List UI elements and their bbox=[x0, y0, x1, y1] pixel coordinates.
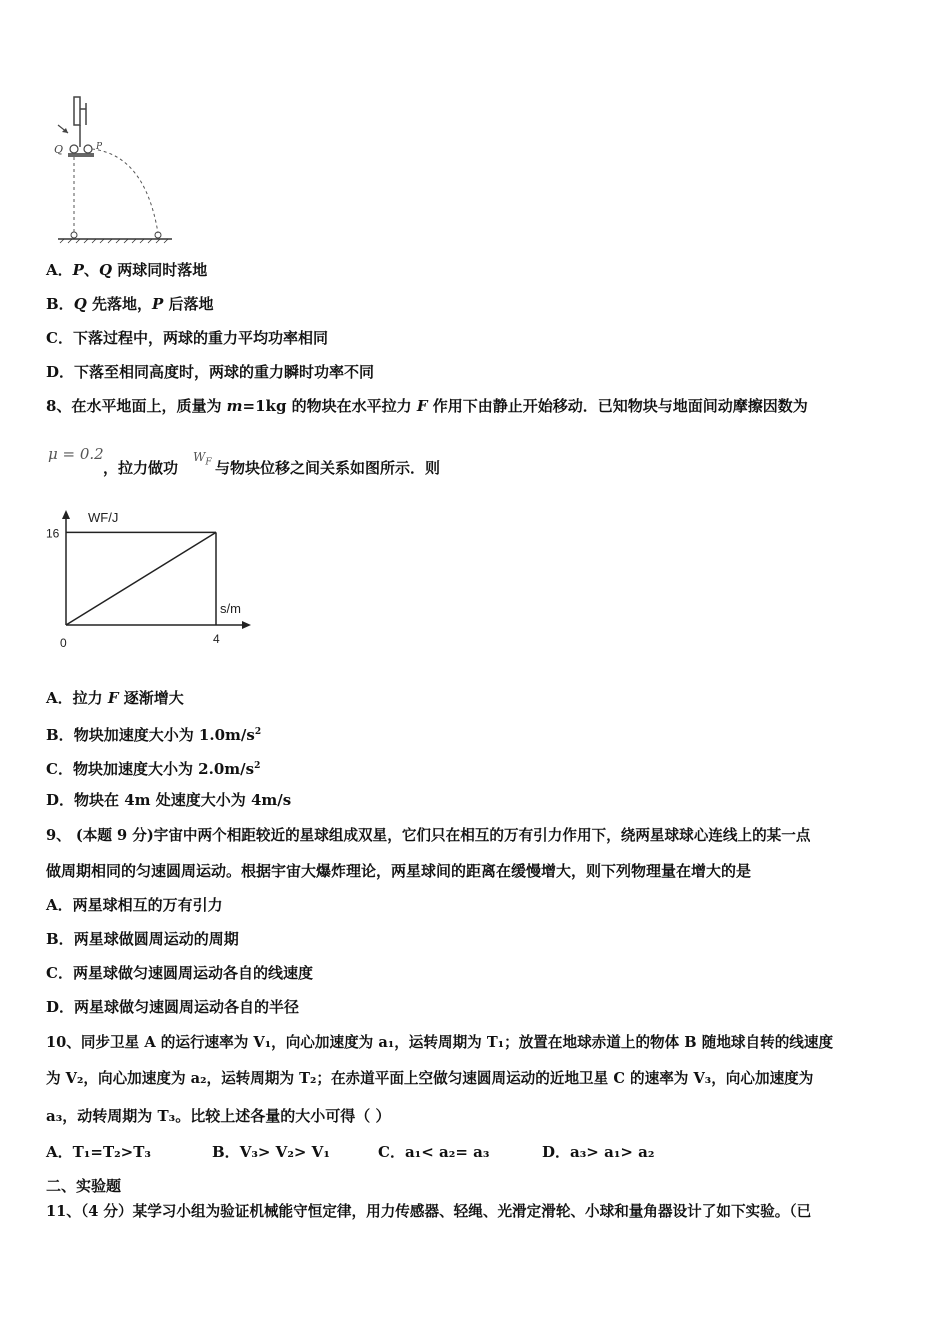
hammer-handle bbox=[74, 97, 80, 125]
wf-vs-s-chart bbox=[40, 505, 260, 655]
x-axis-label: s/m bbox=[220, 601, 241, 616]
q7-option-b: B．Q 先落地，P 后落地 bbox=[46, 295, 214, 313]
q8-stem-line2a: ，拉力做功 bbox=[103, 459, 179, 477]
q10-stem-line1: 10、同步卫星 A 的运行速率为 V₁，向心加速度为 a₁，运转周期为 T₁；放置在地球赤道上的物体 B 随地球自转的线速度 bbox=[46, 1034, 834, 1051]
y-axis-arrow bbox=[62, 510, 70, 519]
q10-stem-line2: 为 V₂，向心加速度为 a₂，运转周期为 T₂；在赤道平面上空做匀速圆周运动的近地卫星 C 的速率为 V₃，向心加速度为 bbox=[46, 1070, 814, 1087]
q10-choice-c: C．a₁< a₂= a₃ bbox=[378, 1143, 490, 1161]
label-q: Q bbox=[54, 143, 64, 156]
q9-option-c: C．两星球做匀速圆周运动各自的线速度 bbox=[46, 964, 313, 982]
q7-option-d: D．下落至相同高度时，两球的重力瞬时功率不同 bbox=[46, 363, 375, 381]
section-title: 二、实验题 bbox=[46, 1177, 122, 1195]
projectile-path bbox=[92, 149, 158, 233]
q8-option-a: A．拉力 F 逐渐增大 bbox=[46, 689, 184, 707]
x-tick-0: 0 bbox=[60, 636, 67, 650]
q10-stem-line3: a₃，动转周期为 T₃。比较上述各量的大小可得（ ） bbox=[46, 1107, 391, 1125]
q10-choice-a: A．T₁=T₂>T₃ bbox=[46, 1143, 151, 1161]
q9-option-b: B．两星球做圆周运动的周期 bbox=[46, 930, 239, 948]
q7-option-a: A．P、Q 两球同时落地 bbox=[46, 261, 208, 279]
ball-p bbox=[84, 145, 92, 153]
x-axis-arrow bbox=[242, 621, 251, 629]
y-tick-16: 16 bbox=[46, 526, 60, 541]
platform bbox=[68, 153, 94, 157]
q10-choice-b: B．V₃> V₂> V₁ bbox=[212, 1143, 330, 1161]
q8-stem-line1: 8、在水平地面上，质量为 m=1kg 的物块在水平拉力 F 作用下由静止开始移动．已知物块与地面间动摩擦因数为 bbox=[46, 397, 808, 415]
series-line bbox=[66, 532, 216, 625]
y-axis-label: WF/J bbox=[88, 510, 119, 525]
q10-choice-d: D．a₃> a₁> a₂ bbox=[542, 1143, 655, 1161]
x-tick-4: 4 bbox=[213, 632, 220, 646]
label-p: P bbox=[96, 142, 103, 152]
q9-option-a: A．两星球相互的万有引力 bbox=[46, 896, 223, 914]
q7-option-c: C．下落过程中，两球的重力平均功率相同 bbox=[46, 329, 328, 347]
q9-stem-line2: 做周期相同的匀速圆周运动。根据宇宙大爆炸理论，两星球间的距离在缓慢增大，则下列物理量在增大的是 bbox=[46, 862, 752, 880]
q9-stem-line1: 9、 (本题 9 分)宇宙中两个相距较近的星球组成双星，它们只在相互的万有引力作用下，绕两星球球心连线上的某一点 bbox=[46, 827, 811, 844]
falling-balls-figure bbox=[50, 95, 180, 245]
q11-stem-line1: 11、（4 分）某学习小组为验证机械能守恒定律，用力传感器、轻绳、光滑定滑轮、小球和量角器设计了如下实验。（已 bbox=[46, 1203, 812, 1220]
q8-option-b: B．物块加速度大小为 $1.0m/s^2$ bbox=[46, 726, 262, 744]
ball-q bbox=[70, 145, 78, 153]
q9-option-d: D．两星球做匀速圆周运动各自的半径 bbox=[46, 998, 300, 1016]
q8-stem-line2b: 与物块位移之间关系如图所示．则 bbox=[215, 459, 441, 477]
q8-option-c: C．物块加速度大小为 $2.0m/s^2$ bbox=[46, 760, 261, 778]
mu-formula: μ = 0.2 bbox=[48, 445, 104, 463]
wf-symbol: $W_F$ bbox=[193, 450, 212, 468]
q8-option-d: D．物块在 4m 处速度大小为 4m/s bbox=[46, 791, 292, 809]
